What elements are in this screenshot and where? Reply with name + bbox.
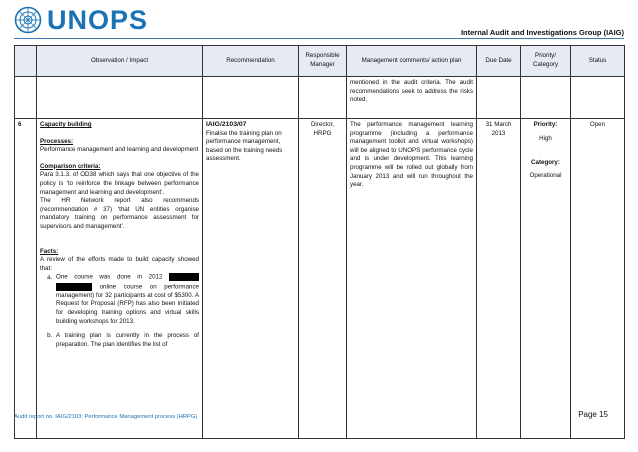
table-row-continuation (15, 77, 625, 119)
priority-cell (521, 119, 571, 439)
facts-label: Facts: (40, 247, 59, 255)
fact-a-part1: One course was done in 2012 (56, 273, 163, 281)
fact-b: A training plan is currently in the process of preparation. The plan identifies the list of (56, 332, 199, 348)
col-due-date-header: Due Date (477, 46, 521, 77)
status-cell: Open (571, 119, 625, 439)
observation-cell (37, 119, 203, 439)
continuation-comment: mentioned in the audit criteria. The audit recommendations seek to address the risks noted. (347, 77, 477, 119)
category-value: Operational (529, 171, 562, 179)
mgmt-comment-cell: The performance management learning programme (including a performance management toolkit and virtual workshops) will be aligned to UNOPS performance cycle and is under development. This learning programme will be rolled out globally from January 2013 and will run throughout the year. (347, 119, 477, 439)
col-priority-header: Priority/ Category (521, 46, 571, 77)
criteria-label: Comparison criteria: (40, 162, 101, 170)
observation-title: Capacity building (40, 121, 92, 128)
page-number: Page 15 (578, 410, 608, 419)
audit-table (14, 45, 625, 439)
list-item (54, 332, 199, 349)
table-row (15, 119, 625, 439)
category-label: Category: (531, 159, 560, 167)
header-divider (14, 38, 624, 39)
due-date-cell: 31 March 2013 (477, 119, 521, 439)
criteria-text-2: The HR Network report also recommends (recommendation # 37) ‘that UN entities organise mandatory training on performance assessment for supervisors and management’. (40, 197, 199, 230)
col-responsible-header: Responsible Manager (299, 46, 347, 77)
table-header-row (15, 46, 625, 77)
processes-label: Processes: (40, 137, 74, 145)
facts-intro: A review of the efforts made to build capacity showed that: (40, 256, 199, 272)
redaction-block (169, 273, 199, 281)
unops-logo (14, 6, 148, 34)
fact-a-part2: online course on performance management) for 32 participants at cost of $5300. A Request for Proposal (RFP) has also been initiated for developing training options and virtual skills building workshops for 2013. (56, 283, 199, 325)
row-number: 6 (15, 119, 37, 439)
un-emblem-icon (14, 6, 42, 34)
redaction-block (56, 283, 92, 291)
col-mgmt-comments-header: Management comments/ action plan (347, 46, 477, 77)
criteria-text: Para 3.1.3. of OD38 which says that one objective of the policy is ‘to reinforce the linkage between performance management and learning and development’. (40, 171, 199, 196)
col-number-header (15, 46, 37, 77)
priority-value: High (539, 134, 552, 142)
recommendation-cell (203, 119, 299, 439)
processes-text: Performance management and learning and development (40, 146, 199, 154)
group-title: Internal Audit and Investigations Group (IAIG) (460, 28, 624, 37)
list-item (54, 273, 199, 326)
org-name: UNOPS (47, 5, 149, 35)
rec-code: IAIG/2103/07 (206, 121, 247, 128)
col-recommendation-header: Recommendation (203, 46, 299, 77)
page-header (14, 6, 624, 40)
footer-report-ref: Audit report no. IAIG/2103: Performance Management process (HRPG) (14, 414, 198, 420)
rec-text: Finalise the training plan on performance management, based on the training needs assessment. (206, 129, 283, 163)
responsible-cell: Director, HRPG (299, 119, 347, 439)
priority-label: Priority: (533, 121, 558, 128)
col-status-header: Status (571, 46, 625, 77)
col-observation-header: Observation / Impact (37, 46, 203, 77)
facts-list (40, 273, 199, 349)
